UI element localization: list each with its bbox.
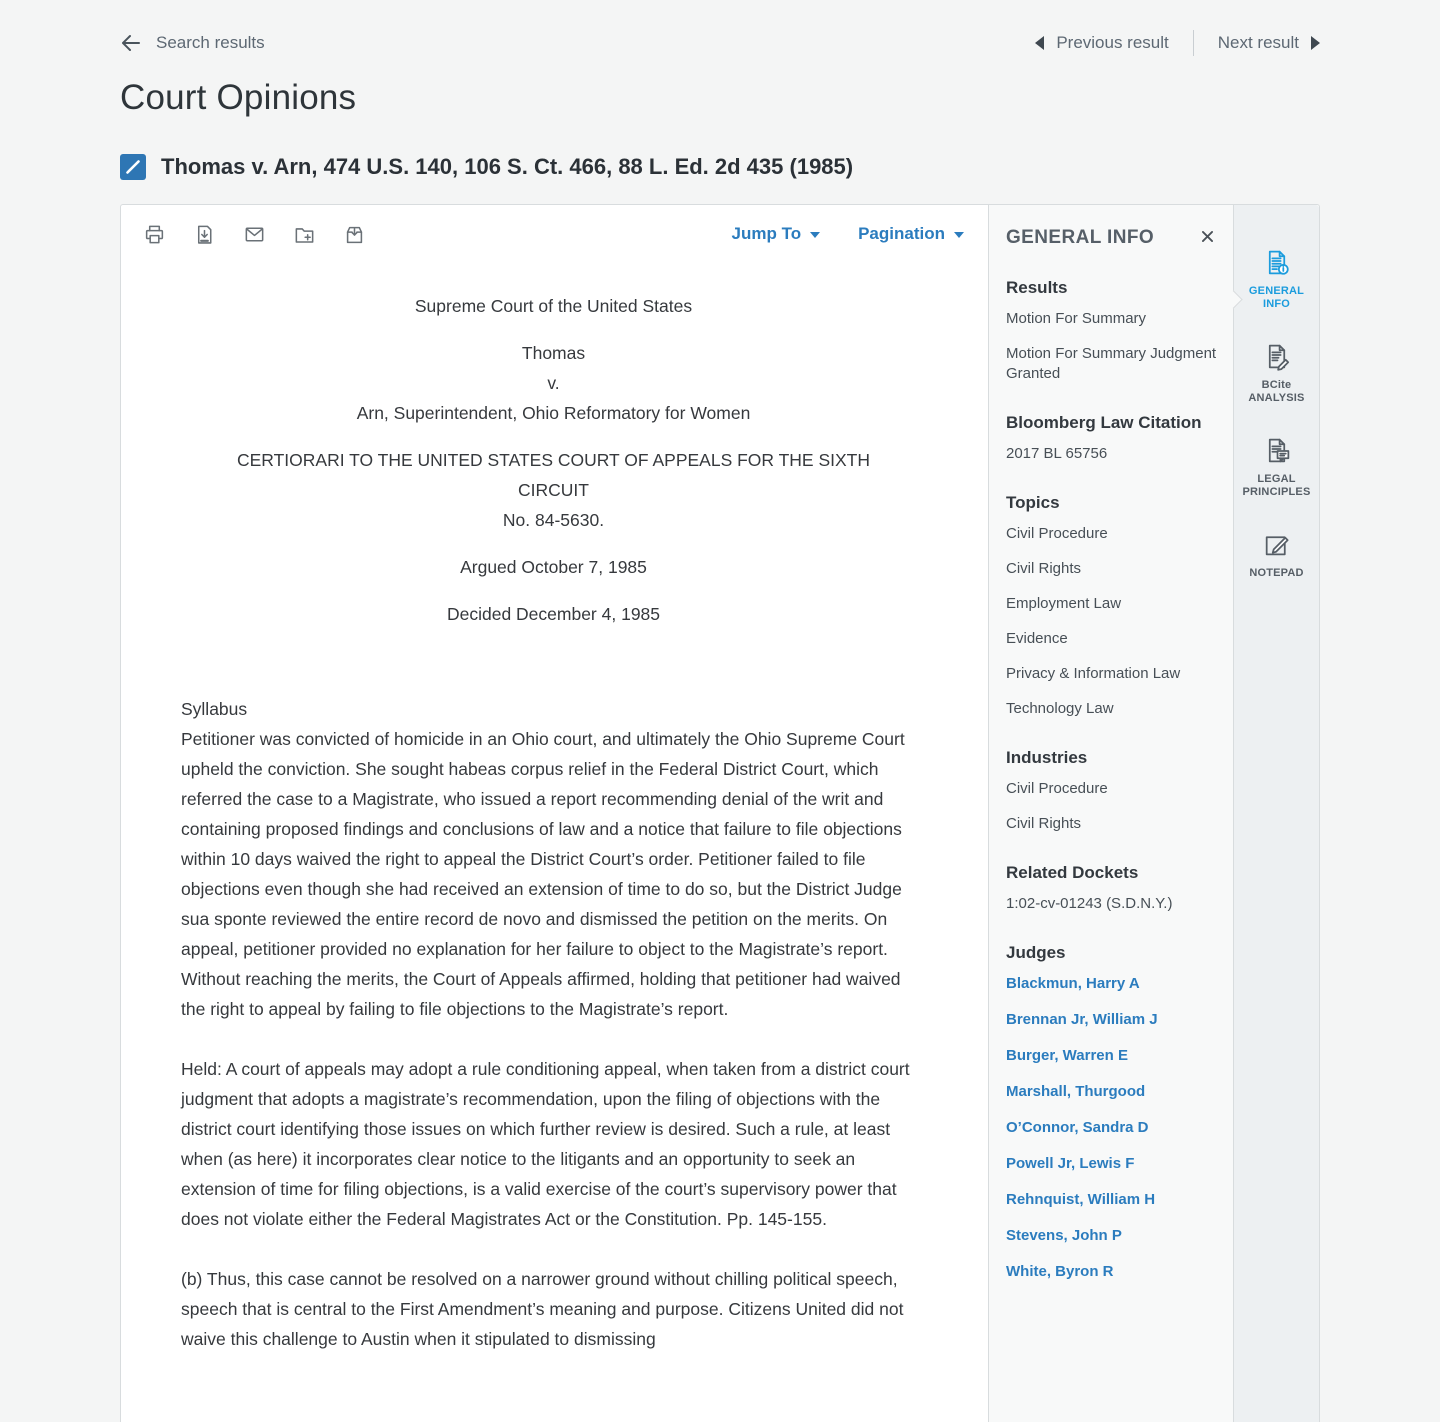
case-caption	[181, 338, 926, 428]
side-rail	[1233, 205, 1319, 1422]
syllabus-text: Petitioner was convicted of homicide in an Ohio court, and ultimately the Ohio Supreme Court upheld the conviction. She sought habeas corpus relief in the Federal District Court, which referred the case to a Magistrate, who issued a report recommending denial of the writ and containing proposed findings and conclusions of law and a notice that failure to file objections within 10 days waived the right to appeal the District Court’s order. Petitioner failed to file objections even though she had received an extension of time to do so, but the District Judge sua sponte reviewed the entire record de novo and dismissed the petition on the merits. On appeal, petitioner provided no explanation for her failure to object to the Magistrate’s report. Without reaching the merits, the Court of Appeals affirmed, holding that petitioner had waived the right to appeal by failing to file objections to the Magistrate’s report.	[181, 729, 905, 1019]
document-toolbar	[121, 205, 988, 263]
judge-link[interactable]: Marshall, Thurgood	[1006, 1083, 1146, 1100]
document-edit-icon	[1261, 341, 1292, 372]
checkbox-slash-icon	[120, 154, 146, 180]
document-info-icon	[1261, 247, 1292, 278]
document-pane	[121, 205, 988, 1422]
topbar	[0, 0, 1440, 56]
general-info-title: GENERAL INFO	[1006, 227, 1155, 248]
judge-link[interactable]: Stevens, John P	[1006, 1227, 1122, 1244]
download-button[interactable]	[191, 221, 218, 248]
docket-number: No. 84-5630.	[502, 510, 605, 530]
petitioner-name: Thomas	[521, 343, 586, 363]
rail-tab-label: GENERAL INFO	[1248, 285, 1305, 310]
close-icon	[1200, 229, 1215, 244]
section-heading: Results	[1006, 278, 1068, 297]
next-result-button[interactable]	[1218, 33, 1320, 53]
print-icon	[143, 223, 166, 246]
pagination-dropdown[interactable]	[858, 224, 964, 244]
opinion-card	[120, 204, 1320, 1422]
general-info-header	[1006, 227, 1217, 249]
topic-item: Evidence	[1006, 630, 1068, 647]
toolbar-icons	[141, 221, 368, 248]
topic-item: Employment Law	[1006, 595, 1122, 612]
info-section-related-dockets	[1006, 863, 1217, 914]
judge-link[interactable]: Blackmun, Harry A	[1006, 975, 1140, 992]
versus: v.	[547, 373, 560, 393]
print-button[interactable]	[141, 221, 168, 248]
save-to-box-icon	[343, 223, 366, 246]
next-arrow-icon	[1311, 36, 1320, 50]
previous-result-label: Previous result	[1056, 33, 1169, 52]
decided-date: Decided December 4, 1985	[446, 604, 661, 624]
notepad-icon	[1261, 529, 1292, 560]
case-title: Thomas v. Arn, 474 U.S. 140, 106 S. Ct. 466, 88 L. Ed. 2d 435 (1985)	[161, 154, 854, 179]
chevron-down-icon	[954, 232, 964, 238]
nav-divider	[1193, 30, 1194, 56]
document-comment-icon	[1261, 435, 1292, 466]
result-navigation	[1035, 30, 1320, 56]
topic-item: Civil Procedure	[1006, 525, 1108, 542]
info-section-citation	[1006, 413, 1217, 464]
back-arrow-icon	[120, 32, 142, 54]
section-heading: Industries	[1006, 748, 1088, 767]
rail-tab-label: BCite ANALYSIS	[1248, 379, 1305, 404]
rail-tab-label: LEGAL PRINCIPLES	[1242, 473, 1311, 498]
chevron-down-icon	[810, 232, 820, 238]
toolbar-dropdowns	[732, 224, 964, 244]
judge-link[interactable]: Powell Jr, Lewis F	[1006, 1155, 1135, 1172]
respondent-name: Arn, Superintendent, Ohio Reformatory for Women	[356, 403, 751, 423]
email-icon	[243, 223, 266, 246]
jump-to-dropdown[interactable]	[732, 224, 821, 244]
download-icon	[193, 223, 216, 246]
topic-item: Privacy & Information Law	[1006, 665, 1181, 682]
result-item: Motion For Summary Judgment Granted	[1006, 345, 1217, 382]
previous-result-button[interactable]	[1035, 33, 1168, 53]
save-to-box-button[interactable]	[341, 221, 368, 248]
rail-tab-general-info[interactable]	[1234, 247, 1319, 311]
info-section-industries	[1006, 748, 1217, 834]
citation-value: 2017 BL 65756	[1006, 445, 1108, 462]
page-title: Court Opinions	[120, 78, 357, 117]
court-name: Supreme Court of the United States	[414, 296, 693, 316]
section-heading: Bloomberg Law Citation	[1006, 413, 1202, 432]
judge-link[interactable]: O’Connor, Sandra D	[1006, 1119, 1149, 1136]
add-to-folder-icon	[293, 223, 316, 246]
rail-tab-label: NOTEPAD	[1249, 567, 1304, 579]
jump-to-label: Jump To	[731, 224, 802, 243]
previous-arrow-icon	[1035, 36, 1044, 50]
judge-link[interactable]: White, Byron R	[1006, 1263, 1114, 1280]
judge-link[interactable]: Burger, Warren E	[1006, 1047, 1128, 1064]
syllabus-heading: Syllabus	[181, 699, 248, 719]
pagination-label: Pagination	[858, 224, 945, 243]
argued-date: Argued October 7, 1985	[460, 557, 647, 577]
back-to-search-results-link[interactable]	[120, 32, 265, 54]
industry-item: Civil Procedure	[1006, 780, 1108, 797]
held-paragraph: Held: A court of appeals may adopt a rule conditioning appeal, when taken from a district court judgment that adopts a magistrate’s recommendation, upon the filing of objections with the district court identifying those issues on which further review is desired. Such a rule, at least when (as here) it incorporates clear notice to the litigants and an opportunity to seek an extension of time for filing objections, is a valid exercise of the court’s supervisory power that does not violate either the Federal Magistrates Act or the Constitution. Pp. 145-155.	[181, 1059, 910, 1229]
email-button[interactable]	[241, 221, 268, 248]
case-title-row	[120, 154, 1320, 180]
rail-tab-bcite-analysis[interactable]	[1234, 341, 1319, 405]
docket-item: 1:02-cv-01243 (S.D.N.Y.)	[1006, 895, 1173, 912]
document-content	[121, 263, 988, 1422]
result-item: Motion For Summary	[1006, 310, 1147, 327]
section-heading: Topics	[1006, 493, 1060, 512]
info-section-judges	[1006, 943, 1217, 1282]
industry-item: Civil Rights	[1006, 815, 1082, 832]
general-info-panel	[988, 205, 1233, 1422]
section-heading: Judges	[1006, 943, 1066, 962]
rail-tab-legal-principles[interactable]	[1234, 435, 1319, 499]
topic-item: Technology Law	[1006, 700, 1114, 717]
add-to-folder-button[interactable]	[291, 221, 318, 248]
topic-item: Civil Rights	[1006, 560, 1082, 577]
certiorari-block: CERTIORARI TO THE UNITED STATES COURT OF APPEALS FOR THE SIXTH CIRCUIT No. 84-5630.	[181, 445, 926, 535]
info-section-topics	[1006, 493, 1217, 719]
judge-link[interactable]: Brennan Jr, William J	[1006, 1011, 1158, 1028]
back-link-label: Search results	[156, 33, 265, 52]
info-section-results	[1006, 278, 1217, 384]
paragraph-b: (b) Thus, this case cannot be resolved on a narrower ground without chilling political speech, speech that is central to the First Amendment’s meaning and purpose. Citizens United did not waive this challenge to Austin when it stipulated to dismissing	[181, 1269, 904, 1349]
judge-link[interactable]: Rehnquist, William H	[1006, 1191, 1156, 1208]
case-checkbox[interactable]	[120, 154, 146, 180]
rail-tab-notepad[interactable]	[1234, 529, 1319, 580]
next-result-label: Next result	[1217, 33, 1299, 52]
section-heading: Related Dockets	[1006, 863, 1139, 882]
syllabus-section	[181, 694, 926, 1024]
close-panel-button[interactable]	[1198, 227, 1217, 246]
